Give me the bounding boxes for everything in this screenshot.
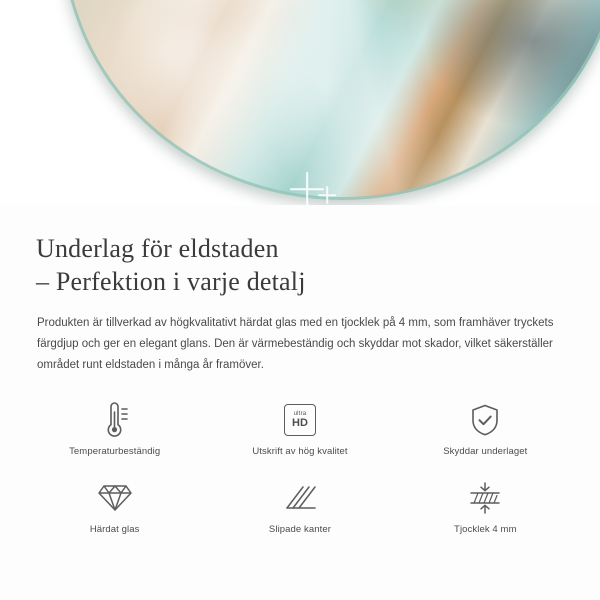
feature-polished-edges <box>207 476 392 550</box>
feature-label: Utskrift av hög kvalitet <box>252 446 348 457</box>
thickness-arrows-icon <box>462 476 508 520</box>
ultra-hd-badge-top: ultra <box>293 411 307 417</box>
polished-edges-icon <box>277 476 323 520</box>
feature-temperature-resistant <box>22 398 207 472</box>
feature-grid <box>22 398 578 550</box>
feature-label: Härdat glas <box>89 524 140 535</box>
feature-label: Temperaturbeständig <box>69 446 161 457</box>
hero-image-area <box>0 0 600 205</box>
ultra-hd-badge-bottom: HD <box>292 417 308 429</box>
diamond-icon <box>92 476 138 520</box>
feature-label: Skyddar underlaget <box>443 446 528 457</box>
feature-thickness-4mm <box>393 476 578 550</box>
feature-high-quality-print <box>207 398 392 472</box>
shield-check-icon <box>462 398 508 442</box>
ultra-hd-icon <box>277 398 323 442</box>
feature-protects-surface <box>393 398 578 472</box>
description-paragraph: Produkten är tillverkad av högkvalitativt härdat glas med en tjocklek på 4 mm, som framhäver tryckets färgdjup och ger en elegant glans. Den är värmebeständig och skyddar mot skador, vilket säkerställer området runt eldstaden i många år framöver. <box>37 317 554 371</box>
page-title <box>36 232 566 298</box>
feature-label: Slipade kanter <box>268 524 332 535</box>
feature-label: Tjocklek 4 mm <box>454 524 517 535</box>
headline-line-1: Underlag för eldstaden <box>36 234 279 263</box>
round-glass-mat-image <box>62 0 600 200</box>
thermometer-icon <box>92 398 138 442</box>
headline-line-2: – Perfektion i varje detalj <box>36 267 306 296</box>
feature-tempered-glass <box>22 476 207 550</box>
